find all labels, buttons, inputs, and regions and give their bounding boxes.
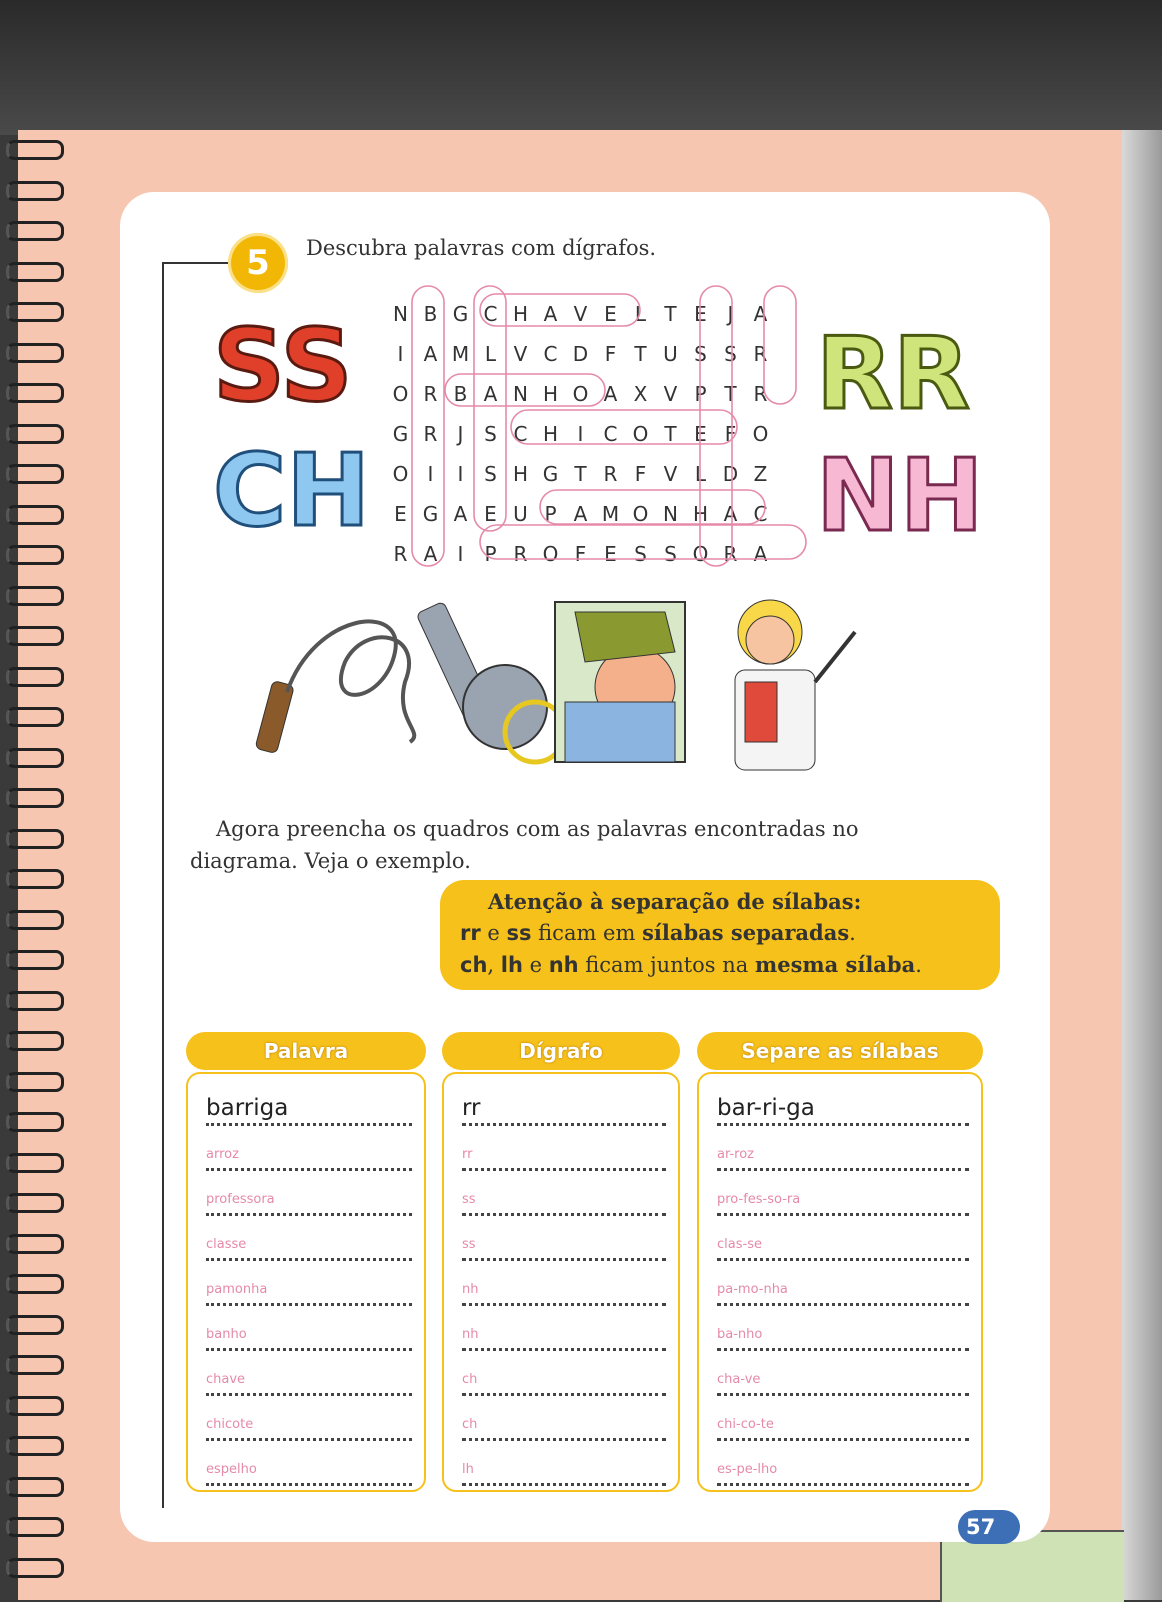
grid-letter: O	[542, 542, 560, 566]
spiral-ring	[6, 1558, 64, 1578]
person-bathing-illustration	[555, 602, 685, 762]
grid-letter: V	[663, 382, 679, 406]
spiral-ring	[6, 748, 64, 768]
silabas-row: pro-fes-so-ra	[717, 1171, 969, 1216]
spiral-ring	[6, 1355, 64, 1375]
spiral-ring	[6, 464, 64, 484]
spiral-ring	[6, 383, 64, 403]
grid-letter: C	[753, 502, 769, 526]
grid-letter: R	[393, 542, 409, 566]
grid-letter: R	[603, 462, 619, 486]
grid-letter: R	[513, 542, 529, 566]
grid-letter: F	[574, 542, 588, 566]
grid-letter: A	[483, 382, 499, 406]
grid-letter: O	[632, 502, 650, 526]
grid-letter: E	[604, 302, 618, 326]
silabas-row-example: bar-ri-ga	[717, 1084, 969, 1126]
grid-letter: A	[723, 502, 739, 526]
grid-letter: I	[397, 342, 405, 366]
attention-line-2: rr e ss ficam em sílabas separadas.	[460, 920, 856, 945]
grid-letter: A	[753, 302, 769, 326]
spiral-ring	[6, 707, 64, 727]
silabas-list	[697, 1072, 983, 1492]
digrafo-row-example: rr	[462, 1084, 666, 1126]
spiral-ring	[6, 181, 64, 201]
grid-letter: O	[392, 382, 410, 406]
spiral-ring	[6, 1436, 64, 1456]
grid-letter: E	[484, 502, 498, 526]
grid-letter: S	[634, 542, 648, 566]
margin-line	[162, 262, 164, 1508]
grid-letter: A	[423, 542, 439, 566]
grid-letter: R	[423, 382, 439, 406]
spiral-ring	[6, 667, 64, 687]
grid-letter: N	[663, 502, 679, 526]
spiral-ring	[6, 1031, 64, 1051]
spiral-ring	[6, 343, 64, 363]
spiral-ring	[6, 586, 64, 606]
grid-letter: C	[543, 342, 559, 366]
letters-ss: SS	[213, 307, 353, 424]
grid-letter: V	[513, 342, 529, 366]
spiral-ring	[6, 1234, 64, 1254]
grid-letter: S	[664, 542, 678, 566]
grid-letter: I	[457, 462, 465, 486]
column-header-palavra: Palavra	[186, 1032, 426, 1070]
palavra-row-example: barriga	[206, 1084, 412, 1126]
spiral-ring	[6, 1112, 64, 1132]
grid-letter: S	[724, 342, 738, 366]
grid-letter: S	[484, 462, 498, 486]
attention-box	[440, 880, 1000, 990]
silabas-row: pa-mo-nha	[717, 1261, 969, 1306]
grid-letter: J	[727, 302, 735, 326]
grid-letter: R	[423, 422, 439, 446]
grid-letter: G	[542, 462, 560, 486]
grid-letter: Z	[753, 462, 769, 486]
column-header-silabas: Separe as sílabas	[697, 1032, 983, 1070]
spiral-ring	[6, 1396, 64, 1416]
column-digrafo	[442, 1032, 680, 1492]
grid-letter: E	[694, 422, 708, 446]
letters-rr: RR	[816, 315, 971, 432]
grid-letter: C	[603, 422, 619, 446]
spiral-ring	[6, 1072, 64, 1092]
digrafo-row: nh	[462, 1306, 666, 1351]
grid-letter: C	[513, 422, 529, 446]
grid-letter: A	[753, 542, 769, 566]
letters-ss-ch-illustration	[205, 300, 371, 549]
silabas-row: ba-nho	[717, 1306, 969, 1351]
grid-letter: P	[544, 502, 558, 526]
grid-letter: L	[694, 462, 708, 486]
spiral-ring	[6, 991, 64, 1011]
silabas-row: ar-roz	[717, 1126, 969, 1171]
grid-letter: O	[572, 382, 590, 406]
grid-letter: A	[603, 382, 619, 406]
grid-letter: S	[484, 422, 498, 446]
grid-letter: R	[723, 542, 739, 566]
digrafo-row: rr	[462, 1126, 666, 1171]
letters-nh: NH	[816, 437, 984, 554]
silabas-row: clas-se	[717, 1216, 969, 1261]
spiral-ring	[6, 140, 64, 160]
digrafo-row: ss	[462, 1216, 666, 1261]
attention-line-3: ch, lh e nh ficam juntos na mesma sílaba.	[460, 952, 922, 977]
exercise-number-badge: 5	[228, 233, 288, 293]
spiral-ring	[6, 505, 64, 525]
grid-letter: N	[513, 382, 529, 406]
grid-letter: E	[694, 302, 708, 326]
spiral-ring	[6, 1315, 64, 1335]
grid-letter: B	[453, 382, 469, 406]
column-header-digrafo: Dígrafo	[442, 1032, 680, 1070]
illustration-row	[255, 592, 875, 782]
silabas-row: es-pe-lho	[717, 1441, 969, 1486]
palavra-row: chicote	[206, 1396, 412, 1441]
grid-letter: V	[663, 462, 679, 486]
column-palavra	[186, 1032, 426, 1492]
grid-letter: R	[753, 342, 769, 366]
palavra-row: pamonha	[206, 1261, 412, 1306]
grid-letter: A	[543, 302, 559, 326]
exercise-instruction-2: Agora preencha os quadros com as palavras encontradas no diagrama. Veja o exemplo.	[190, 817, 859, 873]
grid-letter: H	[542, 422, 560, 446]
spiral-ring	[6, 221, 64, 241]
grid-letter: T	[634, 342, 648, 366]
grid-letter: D	[572, 342, 590, 366]
grid-letter: I	[577, 422, 585, 446]
exercise-instruction: Descubra palavras com dígrafos.	[306, 236, 657, 260]
key-illustration	[416, 601, 565, 762]
grid-letter: S	[694, 342, 708, 366]
grid-letter: F	[604, 342, 618, 366]
digrafo-row: nh	[462, 1261, 666, 1306]
grid-letter: U	[513, 502, 529, 526]
spiral-ring	[6, 829, 64, 849]
digrafo-row: lh	[462, 1441, 666, 1486]
grid-letter: X	[633, 382, 649, 406]
whip-illustration	[255, 621, 414, 753]
grid-letter: R	[753, 382, 769, 406]
digrafo-row: ch	[462, 1396, 666, 1441]
grid-letter: H	[692, 502, 710, 526]
grid-letter: E	[604, 542, 618, 566]
grid-letter: L	[634, 302, 648, 326]
spiral-ring	[6, 1193, 64, 1213]
grid-letter: P	[694, 382, 708, 406]
background-shadow	[0, 0, 1162, 135]
palavra-row: chave	[206, 1351, 412, 1396]
grid-letter: H	[542, 382, 560, 406]
spiral-ring	[6, 1477, 64, 1497]
grid-letter: D	[722, 462, 740, 486]
letters-ch: CH	[213, 432, 371, 549]
silabas-row: chi-co-te	[717, 1396, 969, 1441]
spiral-ring	[6, 262, 64, 282]
grid-letter: B	[423, 302, 439, 326]
spiral-ring	[6, 424, 64, 444]
palavra-row: professora	[206, 1171, 412, 1216]
letters-rr-nh-illustration	[812, 308, 984, 554]
spiral-ring	[6, 1517, 64, 1537]
grid-letter: U	[663, 342, 679, 366]
grid-letter: T	[664, 422, 678, 446]
spiral-ring	[6, 788, 64, 808]
palavra-list	[186, 1072, 426, 1492]
teacher-illustration	[735, 600, 855, 770]
grid-letter: A	[453, 502, 469, 526]
grid-letter: T	[574, 462, 588, 486]
margin-line-top	[162, 262, 232, 264]
digrafo-row: ss	[462, 1171, 666, 1216]
spiral-ring	[6, 950, 64, 970]
grid-letter: H	[512, 302, 530, 326]
grid-letter: C	[483, 302, 499, 326]
column-silabas	[697, 1032, 983, 1492]
spiral-ring	[6, 1274, 64, 1294]
grid-letter: P	[484, 542, 498, 566]
grid-letter: O	[632, 422, 650, 446]
grid-letter: F	[634, 462, 648, 486]
palavra-row: arroz	[206, 1126, 412, 1171]
grid-letter: F	[724, 422, 738, 446]
grid-letter: H	[512, 462, 530, 486]
word-search-grid	[386, 294, 776, 574]
grid-letter: L	[484, 342, 498, 366]
grid-letter: N	[393, 302, 409, 326]
palavra-row: espelho	[206, 1441, 412, 1486]
silabas-row: cha-ve	[717, 1351, 969, 1396]
attention-title: Atenção à separação de sílabas:	[488, 889, 862, 914]
grid-letter: I	[427, 462, 435, 486]
grid-letter: O	[392, 462, 410, 486]
spiral-ring	[6, 1153, 64, 1173]
spiral-ring	[6, 626, 64, 646]
grid-letter: M	[451, 342, 471, 366]
digrafo-row: ch	[462, 1351, 666, 1396]
grid-letter: T	[724, 382, 738, 406]
palavra-row: classe	[206, 1216, 412, 1261]
grid-letter: G	[422, 502, 440, 526]
grid-letter: M	[601, 502, 621, 526]
grid-letter: A	[573, 502, 589, 526]
spiral-ring	[6, 545, 64, 565]
spiral-binding	[0, 140, 66, 1600]
grid-letter: E	[394, 502, 408, 526]
grid-letter: G	[452, 302, 470, 326]
grid-letter: O	[692, 542, 710, 566]
grid-letter: A	[423, 342, 439, 366]
grid-letter: J	[457, 422, 465, 446]
spiral-ring	[6, 910, 64, 930]
spiral-ring	[6, 302, 64, 322]
page-edge	[1122, 130, 1162, 1600]
grid-letter: O	[752, 422, 770, 446]
grid-letter: G	[392, 422, 410, 446]
page-number: 57	[958, 1510, 1020, 1544]
grid-letter: V	[573, 302, 589, 326]
grid-letter: I	[457, 542, 465, 566]
grid-letter: T	[664, 302, 678, 326]
palavra-row: banho	[206, 1306, 412, 1351]
digrafo-list	[442, 1072, 680, 1492]
spiral-ring	[6, 869, 64, 889]
